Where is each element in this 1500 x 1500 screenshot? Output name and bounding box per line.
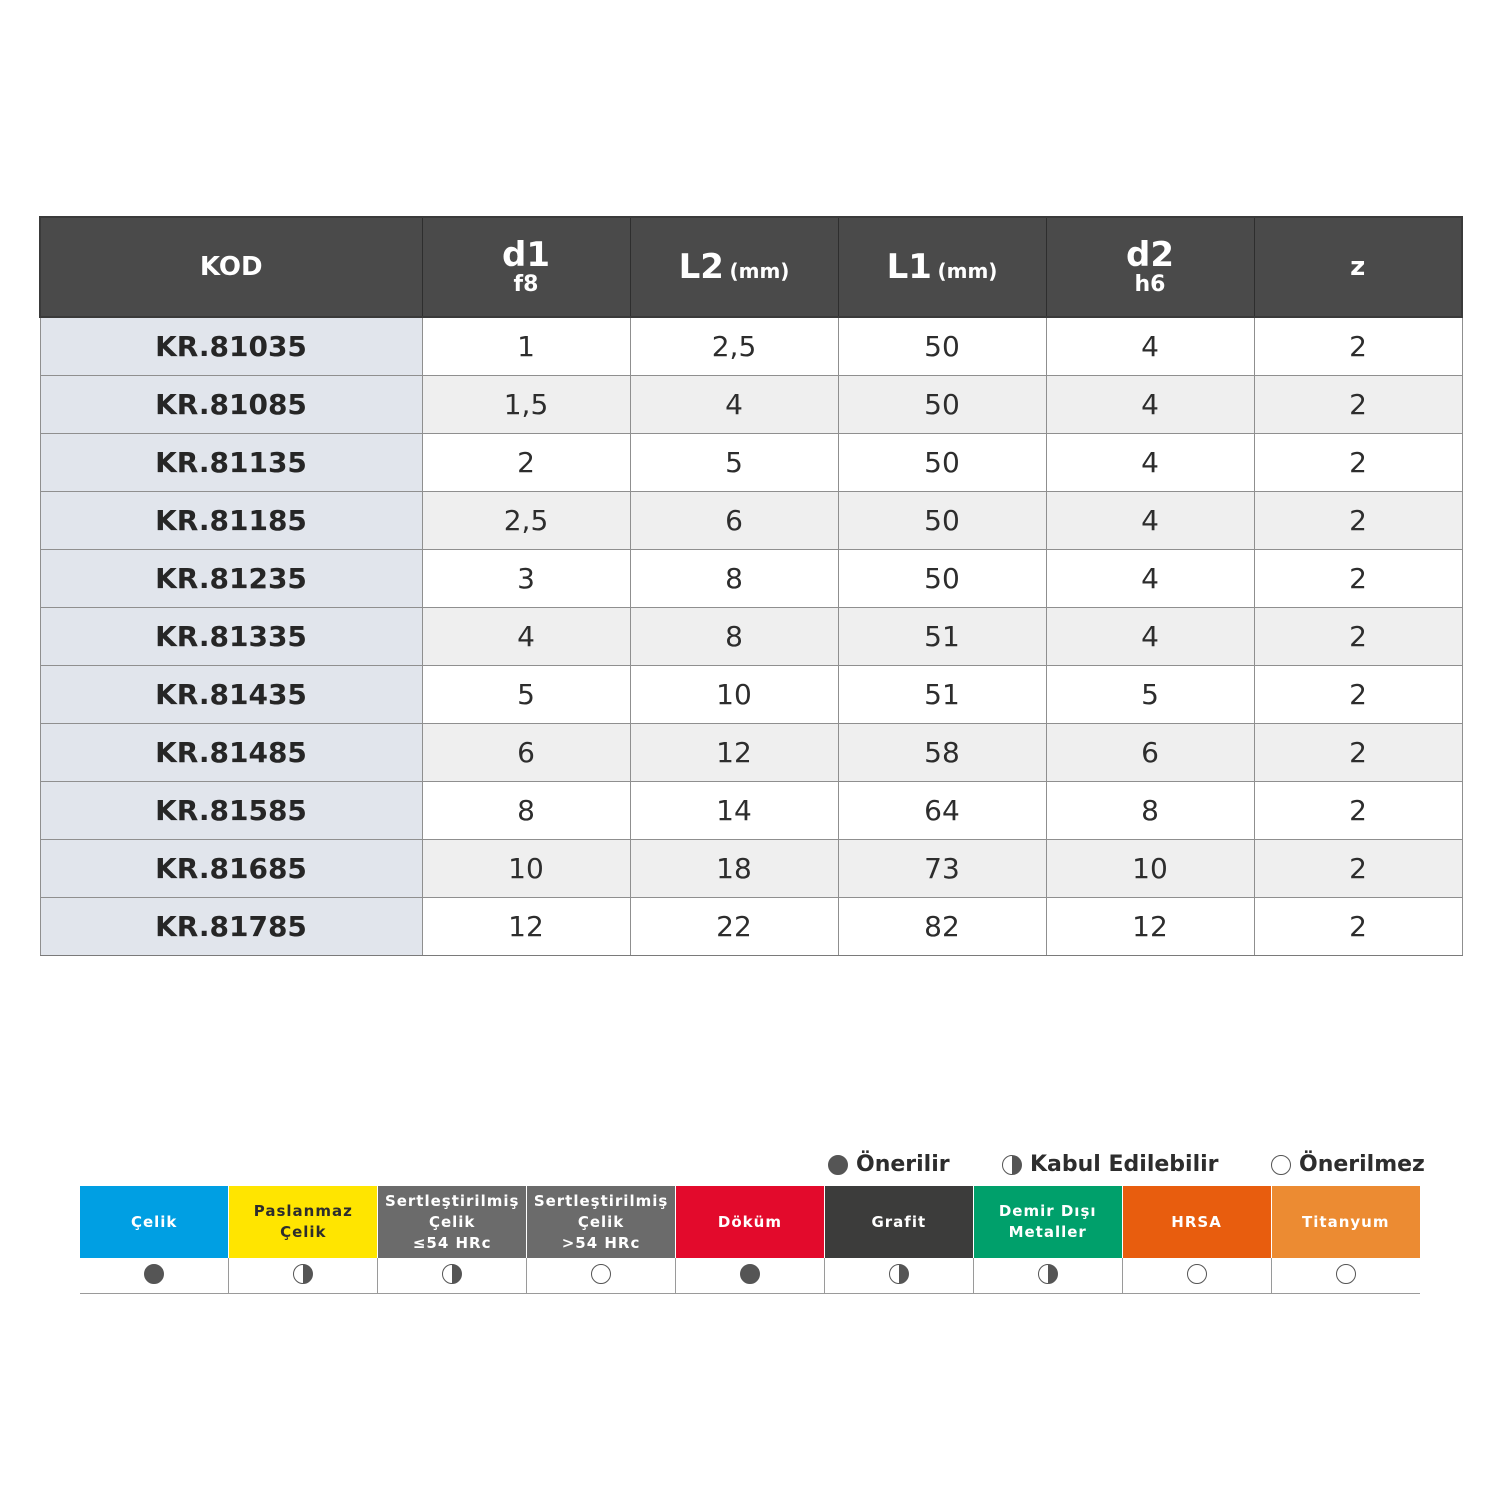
cell-l2: 8 [630,608,838,666]
rating-legend [820,1152,1425,1182]
cell-l1: 73 [838,840,1046,898]
cell-d2: 4 [1046,492,1254,550]
cell-d2: 12 [1046,898,1254,956]
cell-kod: KR.81685 [40,840,422,898]
legend-not-recommended [1271,1152,1425,1177]
cell-z: 2 [1254,434,1462,492]
cell-z: 2 [1254,492,1462,550]
materials-header-row [80,1186,1420,1258]
material-rating [229,1258,378,1294]
cell-d1: 12 [422,898,630,956]
cell-l2: 8 [630,550,838,608]
cell-l1: 50 [838,376,1046,434]
cell-d1: 6 [422,724,630,782]
cell-z: 2 [1254,317,1462,376]
material-rating [378,1258,527,1294]
materials-rating-row [80,1258,1420,1294]
half-circle-icon [442,1264,462,1284]
header-d1-label: d1 [502,235,550,275]
cell-d1: 3 [422,550,630,608]
cell-z: 2 [1254,782,1462,840]
cell-l1: 51 [838,608,1046,666]
cell-l1: 50 [838,492,1046,550]
material-rating [676,1258,825,1294]
cell-d1: 5 [422,666,630,724]
cell-l1: 58 [838,724,1046,782]
cell-d1: 4 [422,608,630,666]
cell-d2: 4 [1046,376,1254,434]
cell-z: 2 [1254,666,1462,724]
materials-table [80,1186,1420,1294]
material-header: Titanyum [1271,1186,1420,1258]
cell-kod: KR.81335 [40,608,422,666]
material-header: Demir Dışı Metaller [973,1186,1122,1258]
cell-kod: KR.81435 [40,666,422,724]
table-body [40,317,1462,956]
material-rating [824,1258,973,1294]
cell-l1: 50 [838,550,1046,608]
header-l2 [630,217,838,317]
full-circle-icon [740,1264,760,1284]
cell-kod: KR.81035 [40,317,422,376]
table-row [40,782,1462,840]
cell-l2: 18 [630,840,838,898]
header-d2-tolerance: h6 [1134,272,1166,297]
table-header [40,217,1462,317]
material-header: Döküm [676,1186,825,1258]
cell-l2: 4 [630,376,838,434]
cell-kod: KR.81135 [40,434,422,492]
empty-circle-icon [1271,1155,1291,1175]
cell-kod: KR.81085 [40,376,422,434]
empty-circle-icon [1187,1264,1207,1284]
cell-kod: KR.81585 [40,782,422,840]
material-header: Sertleştirilmiş Çelik >54 HRc [527,1186,676,1258]
cell-d1: 1,5 [422,376,630,434]
material-rating [1271,1258,1420,1294]
full-circle-icon [828,1155,848,1175]
cell-l2: 22 [630,898,838,956]
table-row [40,724,1462,782]
cell-d1: 2,5 [422,492,630,550]
cell-kod: KR.81485 [40,724,422,782]
cell-kod: KR.81185 [40,492,422,550]
material-rating [973,1258,1122,1294]
legend-recommended-label: Önerilir [856,1152,950,1177]
table-row [40,434,1462,492]
cell-z: 2 [1254,550,1462,608]
material-header: HRSA [1122,1186,1271,1258]
cell-l2: 10 [630,666,838,724]
cell-z: 2 [1254,608,1462,666]
cell-kod: KR.81785 [40,898,422,956]
legend-recommended [828,1152,950,1177]
cell-d1: 10 [422,840,630,898]
cell-z: 2 [1254,376,1462,434]
material-rating [527,1258,676,1294]
cell-l1: 64 [838,782,1046,840]
material-header: Grafit [824,1186,973,1258]
header-d2 [1046,217,1254,317]
header-kod: KOD [40,217,422,317]
table-row [40,550,1462,608]
cell-d2: 8 [1046,782,1254,840]
cell-z: 2 [1254,840,1462,898]
cell-z: 2 [1254,724,1462,782]
cell-l2: 2,5 [630,317,838,376]
table-row [40,376,1462,434]
cell-d1: 8 [422,782,630,840]
cell-d2: 4 [1046,317,1254,376]
table-row [40,608,1462,666]
header-l2-label: L2 [678,247,724,287]
header-d1-tolerance: f8 [513,272,539,297]
cell-l1: 50 [838,317,1046,376]
full-circle-icon [144,1264,164,1284]
cell-d2: 5 [1046,666,1254,724]
cell-d1: 1 [422,317,630,376]
legend-acceptable-label: Kabul Edilebilir [1030,1152,1219,1177]
half-circle-icon [889,1264,909,1284]
cell-d1: 2 [422,434,630,492]
half-circle-icon [293,1264,313,1284]
table-row [40,492,1462,550]
cell-l2: 12 [630,724,838,782]
cell-d2: 6 [1046,724,1254,782]
cell-l1: 51 [838,666,1046,724]
cell-d2: 4 [1046,550,1254,608]
material-header: Sertleştirilmiş Çelik ≤54 HRc [378,1186,527,1258]
cell-l2: 14 [630,782,838,840]
half-circle-icon [1038,1264,1058,1284]
cell-d2: 4 [1046,608,1254,666]
cell-d2: 4 [1046,434,1254,492]
header-z: z [1254,217,1462,317]
header-d2-label: d2 [1126,235,1174,275]
table-row [40,840,1462,898]
cell-l1: 50 [838,434,1046,492]
material-header: Paslanmaz Çelik [229,1186,378,1258]
header-l1-unit: (mm) [937,259,998,283]
header-l2-unit: (mm) [729,259,790,283]
material-rating [80,1258,229,1294]
cell-l1: 82 [838,898,1046,956]
table-row [40,666,1462,724]
cell-kod: KR.81235 [40,550,422,608]
table-row [40,898,1462,956]
cell-l2: 6 [630,492,838,550]
table-row [40,317,1462,376]
header-l1-label: L1 [886,247,932,287]
cell-d2: 10 [1046,840,1254,898]
legend-acceptable [1002,1152,1219,1177]
cell-z: 2 [1254,898,1462,956]
header-l1 [838,217,1046,317]
material-rating [1122,1258,1271,1294]
cell-l2: 5 [630,434,838,492]
legend-not-recommended-label: Önerilmez [1299,1152,1425,1177]
dimensions-table [39,216,1463,956]
half-circle-icon [1002,1155,1022,1175]
empty-circle-icon [591,1264,611,1284]
empty-circle-icon [1336,1264,1356,1284]
material-header: Çelik [80,1186,229,1258]
header-d1 [422,217,630,317]
